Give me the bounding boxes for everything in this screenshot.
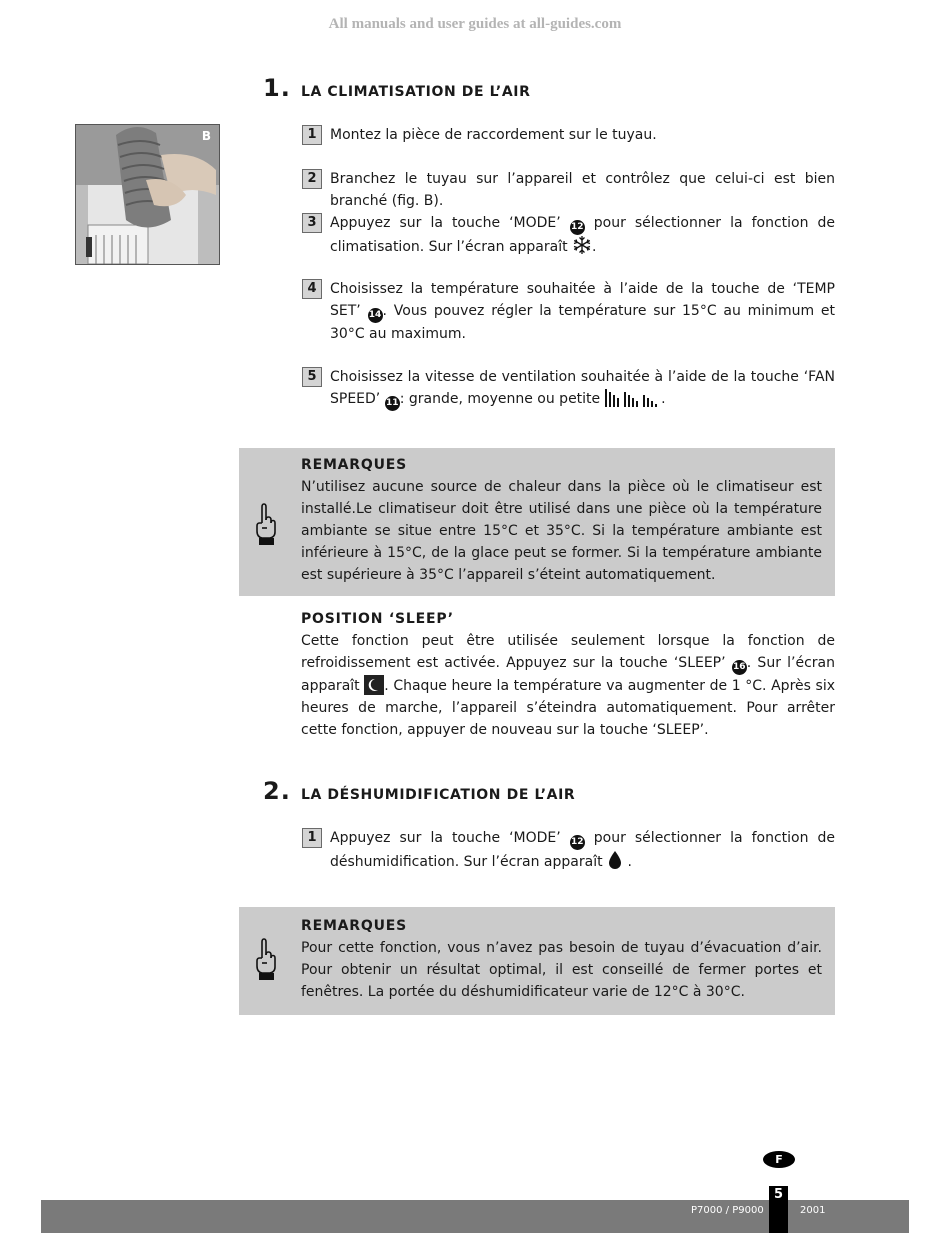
- step-number-box: 1: [302, 828, 322, 848]
- watermark-text: All manuals and user guides at all-guides.com: [328, 16, 622, 32]
- section-2-heading: [263, 777, 575, 805]
- step-text: [330, 278, 835, 345]
- remarks-box-1: [239, 448, 835, 596]
- sleep-text-part: . Sur l’écran apparaît: [301, 655, 835, 694]
- step-2: [302, 168, 835, 212]
- section-2-number: 2.: [263, 777, 291, 805]
- remarks-content: [301, 454, 822, 586]
- step-4: [302, 278, 835, 345]
- sleep-body: [301, 630, 835, 741]
- remarks-content: [301, 915, 822, 1003]
- step-text: Montez la pièce de raccordement sur le tuyau.: [330, 127, 657, 143]
- step-text: [330, 212, 835, 262]
- footer-year: 2001: [800, 1205, 826, 1216]
- hose-photo-illustration: [76, 125, 219, 264]
- sleep-section: [301, 608, 835, 741]
- remarks-heading: REMARQUES: [301, 918, 408, 934]
- pointing-hand-icon: [253, 937, 279, 985]
- remarks-box-2: [239, 907, 835, 1015]
- fan-speed-bars-icon: [605, 389, 657, 414]
- sleep-heading: POSITION ‘SLEEP’: [301, 611, 454, 627]
- step-text-part: . Vous pouvez régler la température sur 15°C au minimum et 30°C au maximum.: [330, 303, 835, 342]
- step-number-box: 4: [302, 279, 322, 299]
- footer-model: P7000 / P9000: [691, 1205, 764, 1216]
- step-text-part: Appuyez sur la touche ‘MODE’: [330, 215, 561, 231]
- step-text: [330, 827, 835, 877]
- button-ref-badge: 16: [732, 660, 747, 675]
- moon-icon: [364, 675, 384, 695]
- step-1: [302, 124, 835, 146]
- step-text-part: .: [661, 391, 666, 407]
- figure-label: B: [201, 129, 211, 143]
- remarks-body: Pour cette fonction, vous n’avez pas besoin de tuyau d’évacuation d’air. Pour obtenir un résultat optimal, il est conseillé de fermer portes et fenêtres. La portée du déshumidificateur varie de 12°C à 30°C.: [301, 940, 822, 1000]
- page-number: 5: [773, 1187, 784, 1202]
- step-number-box: 2: [302, 169, 322, 189]
- section-2-title: LA DÉSHUMIDIFICATION DE L’AIR: [301, 787, 576, 803]
- section-1-heading: [263, 74, 530, 102]
- step-text: [330, 366, 835, 414]
- step-text-part: : grande, moyenne ou petite: [399, 391, 601, 407]
- step-number-box: 5: [302, 367, 322, 387]
- step-number-box: 1: [302, 125, 322, 145]
- step-1-dehumidify: [302, 827, 835, 877]
- button-ref-badge: 14: [368, 308, 383, 323]
- step-text-part: Choisissez la vitesse de ventilation souhaitée à l’aide de la touche ‘FAN SPEED’: [330, 369, 835, 407]
- step-text-part: pour sélectionner la fonction de déshumidification. Sur l’écran apparaît: [330, 830, 835, 870]
- pointing-hand-icon: [253, 502, 279, 550]
- section-1-number: 1.: [263, 74, 291, 102]
- snowflake-icon: [572, 235, 592, 262]
- water-drop-icon: [607, 850, 623, 877]
- step-3: [302, 212, 835, 262]
- figure-b-photo: [75, 124, 220, 265]
- step-text-part: pour sélectionner la fonction de climatisation. Sur l’écran apparaît: [330, 215, 835, 255]
- step-text: Branchez le tuyau sur l’appareil et contrôlez que celui-ci est bien branché (fig. B).: [330, 171, 835, 209]
- step-text-part: Choisissez la température souhaitée à l’aide de la touche de ‘TEMP SET’: [330, 281, 835, 319]
- language-badge: F: [763, 1151, 795, 1168]
- step-5: [302, 366, 835, 414]
- remarks-heading: REMARQUES: [301, 457, 408, 473]
- section-1-title: LA CLIMATISATION DE L’AIR: [301, 84, 531, 100]
- step-text-part: .: [627, 854, 632, 870]
- sleep-text-part: . Chaque heure la température va augmenter de 1 °C. Après six heures de marche, l’appareil s’éteindra automatiquement. Pour arrêter cette fonction, appuyer de nouveau sur la touche ‘SLEEP’.: [301, 678, 835, 738]
- remarks-body: N’utilisez aucune source de chaleur dans la pièce où le climatiseur est installé.Le climatiseur doit être utilisé dans une pièce où la température ambiante se situe entre 15°C et 35°C. Si la température ambiante est inférieure à 15°C, de la glace peut se former. Si la température ambiante est supérieure à 35°C l’appareil s’éteint automatiquement.: [301, 479, 822, 583]
- button-ref-badge: 12: [570, 835, 585, 850]
- step-number-box: 3: [302, 213, 322, 233]
- step-text-part: Appuyez sur la touche ‘MODE’: [330, 830, 561, 846]
- step-text-part: .: [592, 239, 597, 255]
- button-ref-badge: 11: [385, 396, 400, 411]
- sleep-text-part: Cette fonction peut être utilisée seulement lorsque la fonction de refroidissement est activée. Appuyez sur la touche ‘SLEEP’: [301, 633, 835, 671]
- button-ref-badge: 12: [570, 220, 585, 235]
